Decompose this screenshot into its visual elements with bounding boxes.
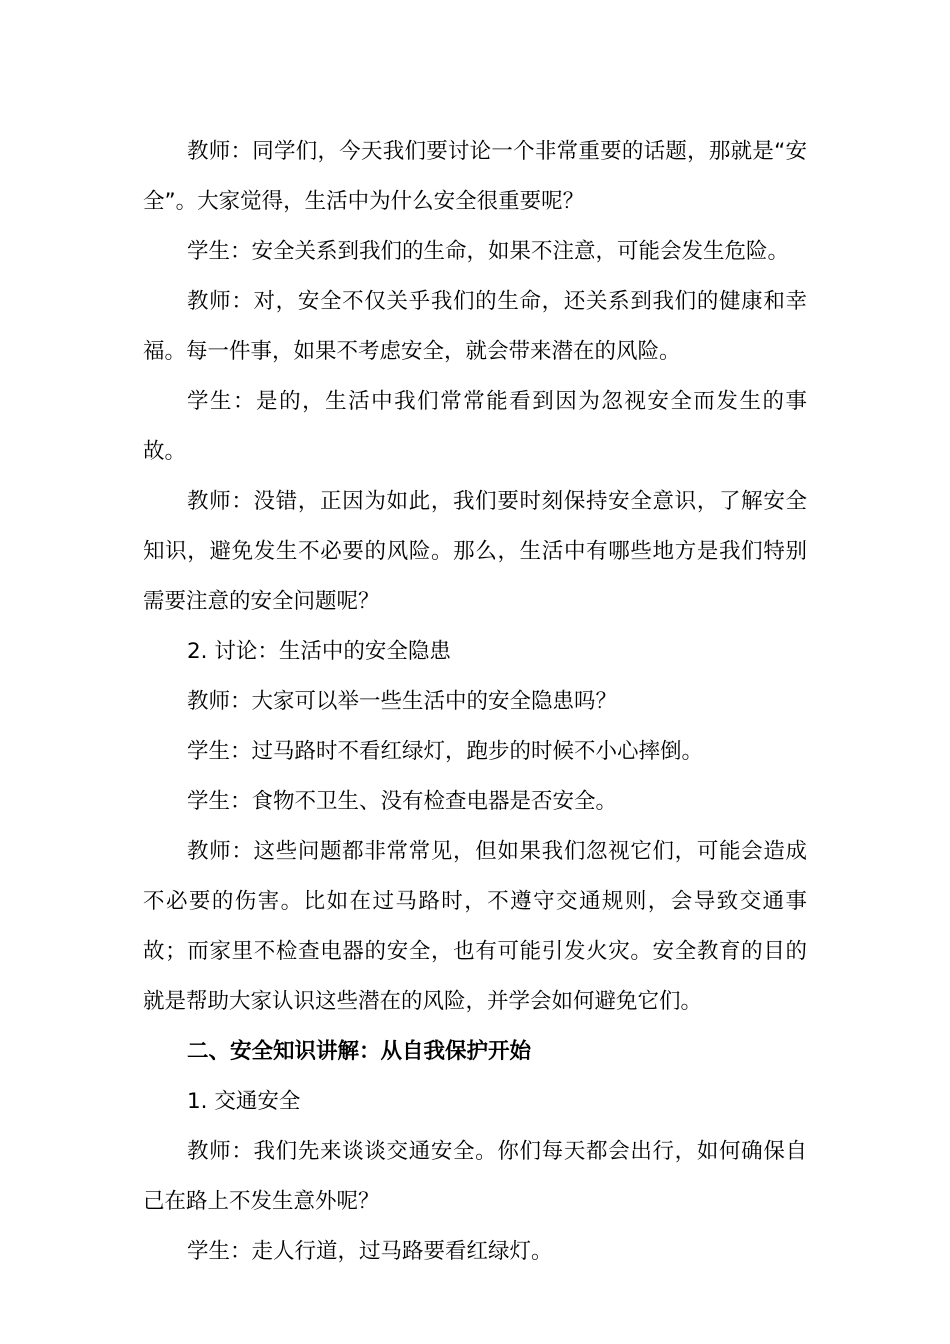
section-subheading-traffic-safety: 1. 交通安全 bbox=[187, 1089, 301, 1114]
paragraph-student-reply-1: 学生：安全关系到我们的生命，如果不注意，可能会发生危险。 bbox=[187, 239, 790, 264]
document-body bbox=[143, 127, 807, 1277]
paragraph-teacher-summary: 教师：这些问题都非常常见，但如果我们忽视它们，可能会造成不必要的伤害。比如在过马路时，不遵守交通规则，会导致交通事故；而家里不检查电器的安全，也有可能引发火灾。安全教育的目的就是帮助大家认识这些潜在的风险，并学会如何避免它们。 bbox=[143, 839, 807, 1014]
paragraph-student-answer-1: 学生：过马路时不看红绿灯，跑步的时候不小心摔倒。 bbox=[187, 739, 704, 764]
paragraph-teacher-question: 教师：大家可以举一些生活中的安全隐患吗？ bbox=[187, 689, 618, 714]
paragraph-teacher-intro: 教师：同学们，今天我们要讨论一个非常重要的话题，那就是“安全”。大家觉得，生活中为什么安全很重要呢？ bbox=[143, 139, 807, 214]
section-subheading-discussion: 2. 讨论：生活中的安全隐患 bbox=[187, 639, 451, 664]
paragraph-student-traffic: 学生：走人行道，过马路要看红绿灯。 bbox=[187, 1239, 553, 1264]
paragraph-student-reply-2: 学生：是的，生活中我们常常能看到因为忽视安全而发生的事故。 bbox=[143, 389, 807, 464]
section-heading-safety-knowledge: 二、安全知识讲解：从自我保护开始 bbox=[187, 1039, 532, 1064]
paragraph-teacher-reply-1: 教师：对，安全不仅关乎我们的生命，还关系到我们的健康和幸福。每一件事，如果不考虑安全，就会带来潜在的风险。 bbox=[143, 289, 807, 364]
paragraph-teacher-reply-2: 教师：没错，正因为如此，我们要时刻保持安全意识，了解安全知识，避免发生不必要的风险。那么，生活中有哪些地方是我们特别需要注意的安全问题呢？ bbox=[143, 489, 807, 614]
paragraph-teacher-traffic: 教师：我们先来谈谈交通安全。你们每天都会出行，如何确保自己在路上不发生意外呢？ bbox=[143, 1139, 807, 1214]
paragraph-student-answer-2: 学生：食物不卫生、没有检查电器是否安全。 bbox=[187, 789, 618, 814]
